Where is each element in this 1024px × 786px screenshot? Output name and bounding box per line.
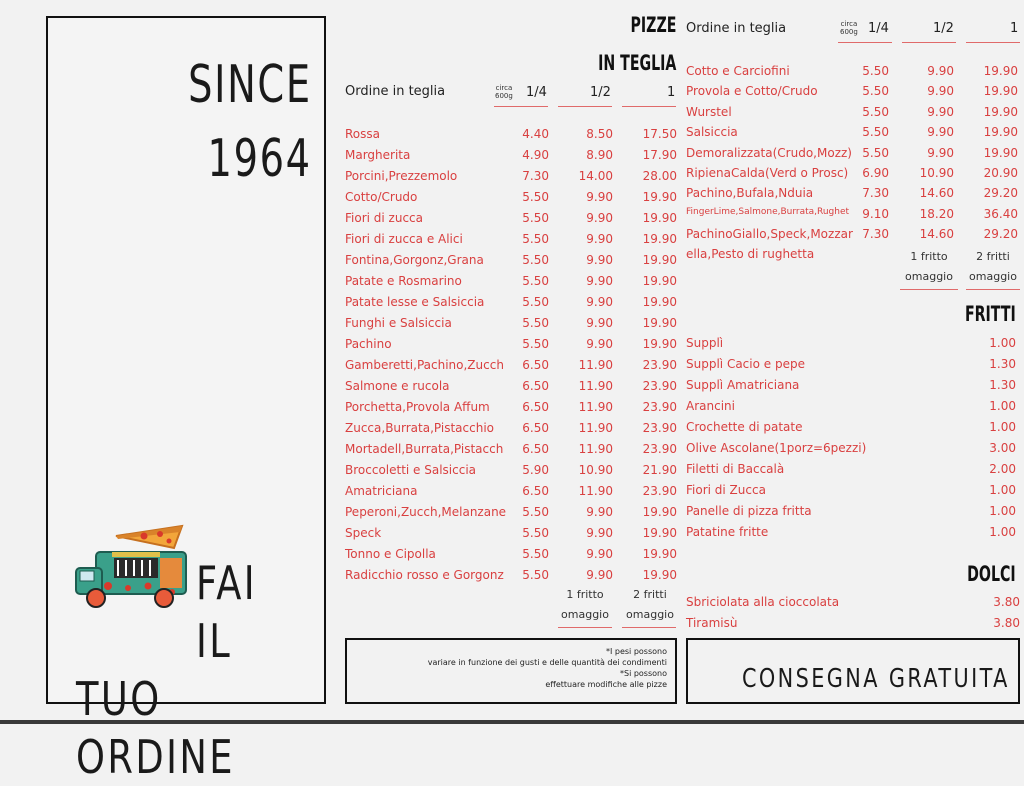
price-quarter: 5.50 [522, 505, 549, 519]
price-whole: 36.40 [983, 206, 1018, 221]
menu-row [345, 232, 677, 253]
item-price: 1.00 [989, 504, 1016, 518]
price-whole: 19.90 [983, 104, 1018, 119]
item-name: Patate e Rosmarino [345, 274, 462, 288]
item-name: Pachino,Bufala,Nduia [686, 186, 814, 201]
order-call-to-action [76, 554, 274, 786]
price-half: 9.90 [586, 505, 613, 519]
col-half: 1/2 [590, 85, 611, 100]
item-name: Zucca,Burrata,Pistacchio [345, 421, 495, 435]
price-half: 11.90 [578, 484, 613, 498]
price-quarter: 6.90 [862, 166, 889, 180]
item-name: Speck [345, 526, 382, 540]
pizze-heading-line2: IN TEGLIA [597, 51, 676, 75]
price-half: 9.90 [586, 316, 613, 330]
price-half: 9.90 [586, 547, 613, 561]
menu-row [686, 64, 1018, 85]
price-whole: 19.90 [642, 211, 677, 225]
gift-half-label: 1 fritto [566, 588, 604, 601]
cta-line1: FAI IL [196, 556, 258, 668]
price-quarter: 6.50 [522, 421, 549, 435]
circa-label: circa [840, 20, 858, 28]
menu-row [345, 400, 677, 421]
fritti-heading: FRITTI [965, 302, 1016, 326]
col-half-2: 1/2 [933, 21, 954, 36]
item-name: Filetti di Baccalà [686, 462, 785, 476]
price-quarter: 5.90 [522, 463, 549, 477]
menu-row [686, 336, 1016, 357]
price-quarter: 4.40 [522, 127, 549, 141]
item-price: 1.30 [989, 378, 1016, 392]
menu-row [345, 316, 677, 337]
col-underline [966, 42, 1020, 43]
item-name: Salsiccia [686, 125, 738, 140]
gift-whole [622, 585, 678, 625]
menu-row [686, 186, 1018, 207]
item-name: Demoralizzata(Crudo,Mozz) [686, 145, 852, 160]
item-name: FingerLime,Salmone,Burrata,Rughet [686, 206, 850, 217]
gift-whole-label: 2 fritti [633, 588, 667, 601]
price-half: 11.90 [578, 421, 613, 435]
item-name: Fontina,Gorgonz,Grana [345, 253, 484, 267]
price-quarter: 5.50 [522, 211, 549, 225]
col-whole-2: 1 [1010, 21, 1019, 36]
price-quarter: 7.30 [522, 169, 549, 183]
price-whole: 19.90 [642, 232, 677, 246]
menu-row [686, 105, 1018, 126]
gift-half [558, 585, 612, 625]
menu-row [345, 169, 677, 190]
price-half: 9.90 [927, 145, 954, 160]
price-whole: 19.90 [983, 84, 1018, 99]
menu-row [345, 358, 677, 379]
price-half: 9.90 [586, 232, 613, 246]
item-name: Provola e Cotto/Crudo [686, 84, 818, 99]
item-price: 2.00 [989, 462, 1016, 476]
price-half: 9.90 [586, 568, 613, 582]
menu-row [686, 525, 1016, 546]
order-label-2: Ordine in teglia [686, 21, 787, 36]
grams-label: 600g [495, 92, 513, 100]
menu-row [686, 166, 1018, 187]
item-name: Cotto e Carciofini [686, 64, 790, 78]
menu-row [345, 211, 677, 232]
price-whole: 29.20 [983, 186, 1018, 201]
price-half: 18.20 [919, 206, 954, 221]
price-half: 9.90 [927, 64, 954, 78]
gift-word: omaggio [561, 608, 609, 621]
price-half: 9.90 [586, 211, 613, 225]
menu-row [686, 207, 1018, 228]
item-name: Porchetta,Provola Affum [345, 400, 490, 414]
item-price: 1.00 [989, 483, 1016, 497]
price-quarter: 7.30 [862, 186, 889, 201]
price-half: 9.90 [586, 337, 613, 351]
price-quarter: 5.50 [522, 547, 549, 561]
item-name: Olive Ascolane(1porz=6pezzi) [686, 441, 867, 455]
price-half: 10.90 [919, 166, 954, 180]
gift-underline [558, 627, 612, 628]
gift-word: omaggio [969, 270, 1017, 283]
price-half: 14.60 [919, 186, 954, 201]
price-whole: 17.90 [642, 148, 677, 162]
item-price: 3.80 [993, 595, 1020, 609]
menu-row [686, 357, 1016, 378]
item-price: 1.00 [989, 399, 1016, 413]
item-name: Patatine fritte [686, 525, 769, 539]
price-quarter: 5.50 [522, 526, 549, 540]
item-price: 3.00 [989, 441, 1016, 455]
since-line1: SINCE [188, 55, 312, 115]
price-half: 8.90 [586, 148, 613, 162]
price-whole: 19.90 [983, 125, 1018, 140]
price-quarter: 5.50 [862, 84, 889, 99]
item-price: 3.80 [993, 616, 1020, 630]
menu-row [686, 462, 1016, 483]
price-whole: 19.90 [642, 526, 677, 540]
item-name: Crochette di patate [686, 420, 803, 434]
item-name: Peperoni,Zucch,Melanzane [345, 505, 507, 519]
price-whole: 29.20 [983, 227, 1018, 242]
gift-underline [622, 627, 676, 628]
menu-row [345, 337, 677, 358]
item-name-continuation: ella,Pesto di rughetta [686, 247, 815, 261]
gift-underline [900, 289, 958, 290]
cta-line2: TUO ORDINE [76, 672, 235, 784]
weight-note [495, 84, 513, 100]
price-quarter: 5.50 [522, 316, 549, 330]
price-whole: 23.90 [642, 421, 677, 435]
gift-word: omaggio [905, 270, 953, 283]
col-underline [558, 106, 612, 107]
menu-row [686, 125, 1018, 146]
menu-row [686, 378, 1016, 399]
item-name: Mortadell,Burrata,Pistacch [345, 442, 504, 456]
menu-row [345, 484, 677, 505]
price-quarter: 5.50 [522, 337, 549, 351]
price-quarter: 6.50 [522, 484, 549, 498]
item-name: Radicchio rosso e Gorgonz [345, 568, 504, 582]
item-name: RipienaCalda(Verd o Prosc) [686, 166, 849, 180]
col-quarter-2: 1/4 [868, 21, 889, 36]
menu-row [686, 420, 1016, 441]
menu-row [345, 505, 677, 526]
item-name: Porcini,Prezzemolo [345, 169, 458, 183]
item-name: Tiramisù [686, 616, 738, 630]
item-price: 1.30 [989, 357, 1016, 371]
item-name: Panelle di pizza fritta [686, 504, 812, 518]
delivery-box [686, 638, 1020, 704]
price-half: 11.90 [578, 358, 613, 372]
grams-label: 600g [840, 28, 858, 36]
menu-row [686, 227, 1018, 248]
brand-card [46, 16, 326, 784]
item-name: PachinoGiallo,Speck,Mozzar [686, 227, 853, 242]
col-underline [494, 106, 548, 107]
menu-row [686, 84, 1018, 105]
menu-row [345, 253, 677, 274]
weight-note-2 [840, 20, 858, 36]
note-line: *I pesi possono [605, 647, 667, 656]
menu-row [686, 146, 1018, 167]
price-quarter: 5.50 [862, 104, 889, 119]
item-name: Broccoletti e Salsiccia [345, 463, 477, 477]
price-whole: 19.90 [642, 190, 677, 204]
note-line: variare in funzione dei gusti e delle quantità dei condimenti [427, 658, 667, 667]
price-whole: 19.90 [642, 253, 677, 267]
item-name: Sbriciolata alla cioccolata [686, 595, 840, 609]
col-whole: 1 [667, 85, 676, 100]
menu-row [345, 421, 677, 442]
price-quarter: 6.50 [522, 442, 549, 456]
menu-row [345, 295, 677, 316]
menu-row [345, 148, 677, 169]
pizze-heading-line1: PIZZE [630, 13, 676, 37]
item-name: Fiori di zucca [345, 211, 424, 225]
price-whole: 19.90 [983, 145, 1018, 160]
price-whole: 19.90 [642, 337, 677, 351]
dolci-heading: DOLCI [967, 562, 1016, 586]
price-half: 11.90 [578, 379, 613, 393]
price-quarter: 5.50 [522, 274, 549, 288]
price-whole: 19.90 [642, 505, 677, 519]
circa-label: circa [495, 84, 513, 92]
item-name: Arancini [686, 399, 735, 413]
menu-row [345, 379, 677, 400]
price-whole: 19.90 [642, 274, 677, 288]
col-underline [622, 106, 676, 107]
price-quarter: 5.50 [522, 253, 549, 267]
pizze-heading [598, 10, 676, 78]
price-quarter: 9.10 [862, 206, 889, 221]
price-quarter: 6.50 [522, 379, 549, 393]
price-quarter: 5.50 [862, 125, 889, 140]
price-half: 14.00 [578, 169, 613, 183]
menu-row [345, 274, 677, 295]
col-quarter: 1/4 [526, 85, 547, 100]
item-name: Tonno e Cipolla [345, 547, 436, 561]
price-whole: 23.90 [642, 400, 677, 414]
price-whole: 23.90 [642, 484, 677, 498]
item-price: 1.00 [989, 525, 1016, 539]
free-delivery-text: CONSEGNA GRATUITA [742, 664, 1010, 694]
menu-row [686, 399, 1016, 420]
gift-word: omaggio [626, 608, 674, 621]
item-name: Rossa [345, 127, 380, 141]
price-quarter: 5.50 [862, 64, 889, 78]
price-whole: 17.50 [642, 127, 677, 141]
price-whole: 23.90 [642, 358, 677, 372]
price-whole: 19.90 [642, 295, 677, 309]
item-name: Amatriciana [345, 484, 418, 498]
price-half: 9.90 [586, 295, 613, 309]
since-year: 1964 [207, 129, 312, 189]
item-name: Fiori di zucca e Alici [345, 232, 463, 246]
price-quarter: 5.50 [522, 232, 549, 246]
menu-row [345, 442, 677, 463]
price-half: 9.90 [586, 190, 613, 204]
menu-row [686, 441, 1016, 462]
menu-row [345, 547, 677, 568]
price-half: 9.90 [586, 526, 613, 540]
item-price: 1.00 [989, 420, 1016, 434]
menu-row [345, 526, 677, 547]
gift-whole-2 [966, 247, 1020, 287]
price-whole: 19.90 [642, 547, 677, 561]
price-quarter: 5.50 [522, 568, 549, 582]
item-name: Wurstel [686, 104, 732, 119]
price-half: 9.90 [927, 125, 954, 140]
item-name: Supplì Cacio e pepe [686, 357, 805, 371]
price-whole: 19.90 [983, 64, 1018, 78]
price-half: 14.60 [919, 227, 954, 242]
item-name: Fiori di Zucca [686, 483, 766, 497]
menu-row [345, 463, 677, 484]
item-name: Margherita [345, 148, 411, 162]
price-whole: 23.90 [642, 379, 677, 393]
col-underline [838, 42, 892, 43]
price-whole: 23.90 [642, 442, 677, 456]
price-whole: 19.90 [642, 316, 677, 330]
gift-underline [966, 289, 1020, 290]
price-quarter: 5.50 [522, 295, 549, 309]
notes-box [345, 638, 677, 704]
gift-half-2 [900, 247, 958, 287]
menu-row [686, 595, 1020, 616]
price-quarter: 5.50 [522, 190, 549, 204]
item-name: Gamberetti,Pachino,Zucch [345, 358, 504, 372]
menu-row [686, 616, 1020, 637]
price-half: 9.90 [927, 84, 954, 99]
item-name: Supplì [686, 336, 724, 350]
price-half: 11.90 [578, 442, 613, 456]
price-quarter: 5.50 [862, 145, 889, 160]
item-name: Supplì Amatriciana [686, 378, 800, 392]
price-half: 10.90 [578, 463, 613, 477]
price-half: 11.90 [578, 400, 613, 414]
price-half: 9.90 [927, 104, 954, 119]
price-half: 9.90 [586, 253, 613, 267]
note-line: effettuare modifiche alle pizze [545, 680, 667, 689]
price-half: 8.50 [586, 127, 613, 141]
col-underline [902, 42, 956, 43]
order-label: Ordine in teglia [345, 84, 446, 99]
price-quarter: 4.90 [522, 148, 549, 162]
menu-row [686, 504, 1016, 525]
price-whole: 28.00 [642, 169, 677, 183]
item-name: Funghi e Salsiccia [345, 316, 452, 330]
price-half: 9.90 [586, 274, 613, 288]
menu-row [686, 483, 1016, 504]
menu-row [345, 190, 677, 211]
menu-row [345, 127, 677, 148]
item-name: Salmone e rucola [345, 379, 450, 393]
item-name: Cotto/Crudo [345, 190, 418, 204]
price-whole: 20.90 [983, 166, 1018, 180]
gift-whole-label: 2 fritti [976, 250, 1010, 263]
price-whole: 19.90 [642, 568, 677, 582]
item-name: Patate lesse e Salsiccia [345, 295, 485, 309]
price-quarter: 6.50 [522, 358, 549, 372]
since-text [188, 48, 312, 196]
price-quarter: 7.30 [862, 227, 889, 242]
pizza-slice-icon [116, 526, 182, 548]
price-whole: 21.90 [642, 463, 677, 477]
item-name: Pachino [345, 337, 392, 351]
price-quarter: 6.50 [522, 400, 549, 414]
item-price: 1.00 [989, 336, 1016, 350]
note-line: *Si possono [619, 669, 667, 678]
gift-half-label: 1 fritto [910, 250, 948, 263]
